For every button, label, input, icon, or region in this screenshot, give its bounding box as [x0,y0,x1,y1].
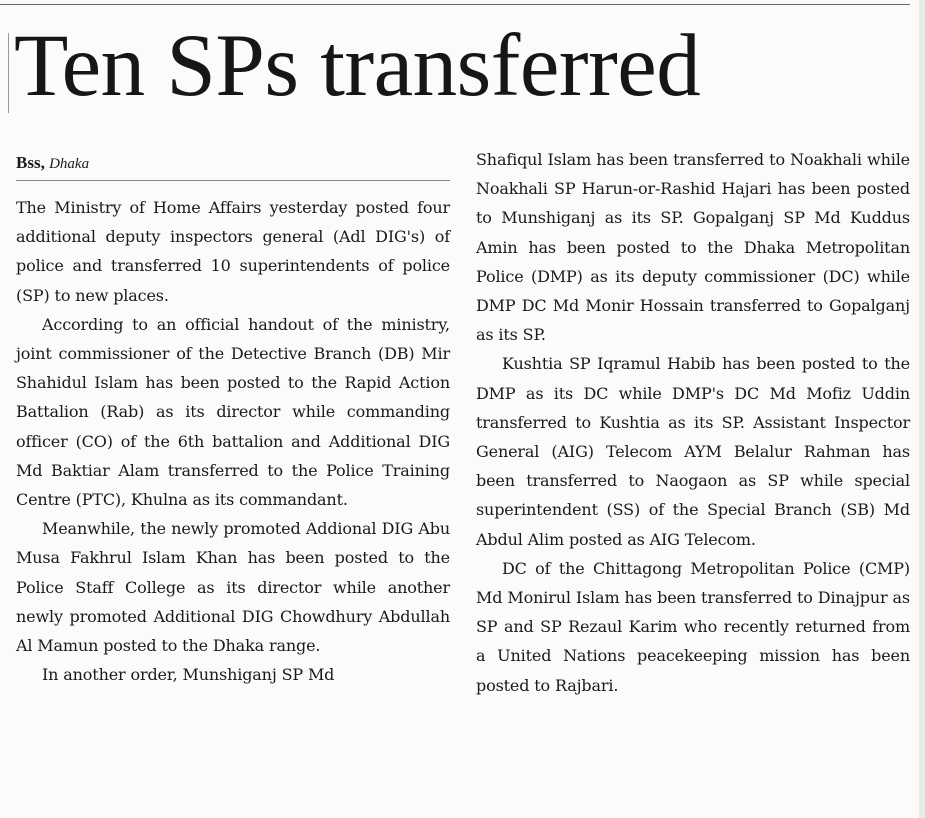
headline-left-rule [8,33,9,113]
byline-place: Dhaka [49,156,90,172]
byline [16,153,89,174]
byline-agency: Bss, [16,153,45,172]
article-paragraph: The Ministry of Home Affairs yesterday posted four additional deputy inspectors general (Adl DIG's) of police and transferred 10 superintendents of police (SP) to new places. [16,198,450,305]
article-paragraph: DC of the Chittagong Metropolitan Police (CMP) Md Monirul Islam has been transferred to Dinajpur as SP and SP Rezaul Karim who recently returned from a United Nations peacekeeping mission has been posted to Rajbari. [476,558,910,695]
article-paragraph: In another order, Munshiganj SP Md [42,665,335,685]
article-paragraph: Meanwhile, the newly promoted Addional DIG Abu Musa Fakhrul Islam Khan has been posted to the Police Staff College as its director while another newly promoted Additional DIG Chowdhury Abdullah Al Mamun posted to the Dhaka range. [16,519,450,656]
top-rule [0,4,910,5]
page-edge-shadow [919,0,925,818]
article-column-right [476,145,910,700]
article-paragraph: According to an official handout of the ministry, joint commissioner of the Detective Branch (DB) Mir Shahidul Islam has been posted to the Rapid Action Battalion (Rab) as its director while commanding officer (CO) of the 6th battalion and Additional DIG Md Baktiar Alam transferred to the Police Training Centre (PTC), Khulna as its commandant. [16,314,450,510]
article-paragraph: Kushtia SP Iqramul Habib has been posted to the DMP as its DC while DMP's DC Md Mofiz Uddin transferred to Kushtia as its SP. Assistant Inspector General (AIG) Telecom AYM Belalur Rahman has been transferred to Naogaon as SP while special superintendent (SS) of the Special Branch (SB) Md Abdul Alim posted as AIG Telecom. [476,354,910,549]
article-paragraph-continued: Shafiqul Islam has been transferred to Noakhali while Noakhali SP Harun-or-Rashid Hajari has been posted to Munshiganj as its SP. Gopalganj SP Md Kuddus Amin has been posted to the Dhaka Metropolitan Police (DMP) as its deputy commissioner (DC) while DMP DC Md Monir Hossain transferred to Gopalganj as its SP. [476,150,910,345]
article-column-left [16,193,450,689]
headline: Ten SPs transferred [14,17,701,115]
byline-rule [16,180,450,181]
